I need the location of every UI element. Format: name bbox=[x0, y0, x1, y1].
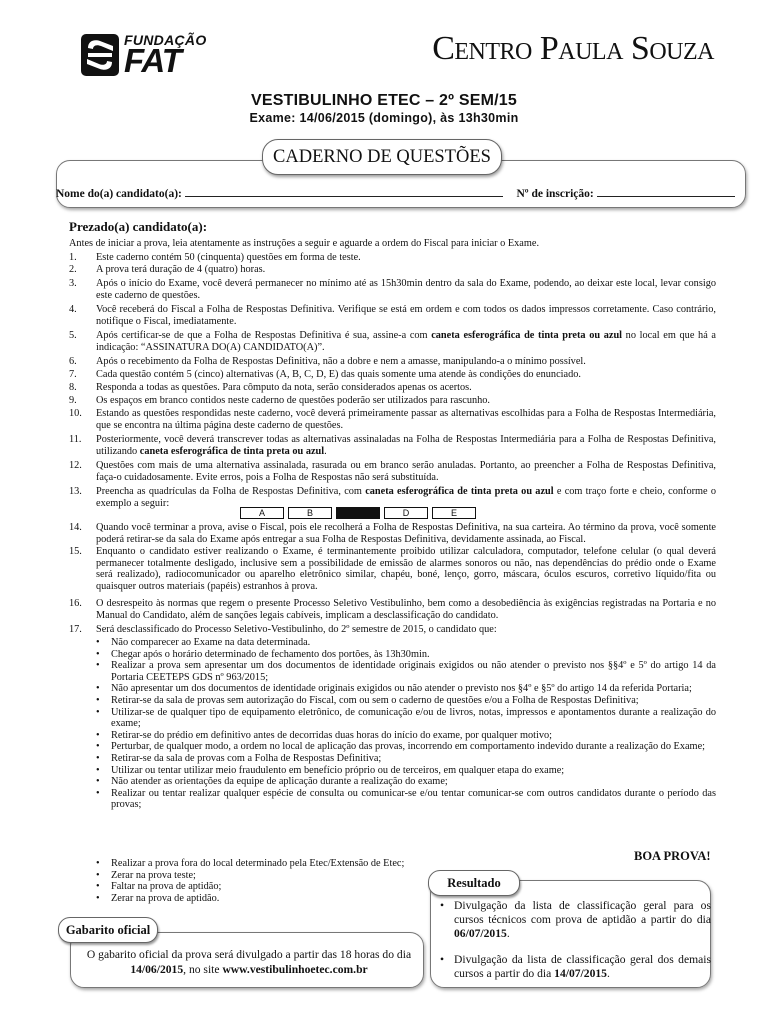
list-item: • Retirar-se da sala de provas sem autorização do Fiscal, com ou sem o caderno de questões e/ou a Folha de Respostas Definitiva; bbox=[96, 695, 716, 707]
resultado-item: • Divulgação da lista de classificação geral para os cursos técnicos com prova de aptidão a partir do dia 06/07/2015. bbox=[440, 899, 711, 940]
instruction-item: 9. Os espaços em branco contidos neste caderno de questões poderão ser utilizados para rascunho. bbox=[69, 395, 491, 406]
gabarito-tag: Gabarito oficial bbox=[58, 917, 158, 943]
instruction-item: 11. Posteriormente, você deverá transcrever todas as alternativas assinaladas na Folha de Respostas Intermediária para a Folha de Respostas Definitiva, utilizando caneta esferográfica de tinta preta ou azul. bbox=[69, 434, 716, 457]
fat-text: FAT bbox=[124, 42, 181, 79]
instruction-item: 13. Preencha as quadrículas da Folha de Respostas Definitiva, com caneta esferográfica de tinta preta ou azul e com traço forte e cheio, conforme o exemplo a seguir: bbox=[69, 486, 717, 509]
page-title: VESTIBULINHO ETEC – 2º SEM/15 bbox=[251, 92, 517, 109]
name-field[interactable] bbox=[185, 186, 503, 197]
caderno-tag: CADERNO DE QUESTÕES bbox=[262, 139, 502, 175]
list-item: • Realizar a prova sem apresentar um dos documentos de identidade originais exigidos ou não atender o previsto nos §§4º e 5º do artigo 14 da Portaria CEETEPS GDS nº 963/2015; bbox=[96, 660, 716, 683]
instruction-item: 2. A prova terá duração de 4 (quatro) horas. bbox=[69, 264, 266, 275]
instruction-item: 16. O desrespeito às normas que regem o presente Processo Seletivo Vestibulinho, bem como a desobediência às exigências registradas na Portaria e no Manual do Candidato, além de sanções legais cabíveis, implicam a desclassificação do candidato. bbox=[69, 598, 716, 621]
candidate-info-row bbox=[56, 186, 735, 200]
instruction-item: 8. Responda a todas as questões. Para cômputo da nota, serão considerados apenas os acertos. bbox=[69, 382, 472, 393]
fat-logo-icon bbox=[80, 32, 120, 78]
centro-paula-souza-logo: Centro Paula Souza bbox=[432, 30, 714, 67]
answer-box-a: A bbox=[240, 507, 284, 519]
instruction-item: 3. Após o início do Exame, você deverá permanecer no mínimo até as 15h30min dentro da sala do Exame, podendo, ao deixar este local, levar consigo este caderno de questões. bbox=[69, 278, 716, 301]
instruction-item: 17. Será desclassificado do Processo Seletivo-Vestibulinho, do 2º semestre de 2015, o candidato que: bbox=[69, 624, 497, 635]
list-item: • Zerar na prova teste; bbox=[96, 870, 436, 882]
list-item: • Não comparecer ao Exame na data determinada. bbox=[96, 637, 716, 649]
inscricao-label: Nº de inscrição: bbox=[516, 188, 594, 200]
instruction-item: 15. Enquanto o candidato estiver realizando o Exame, é terminantemente proibido utilizar calculadora, computador, telefone celular (o qual deverá permanecer totalmente desligado, inclusive sem a possibilidade de emissão de alarmes sonoros ou não, nas dependências do prédio onde o Exame será realizado), radiocomunicador ou aparelho eletrônico similar, chapéu, boné, lenço, gorro, máscara, óculos escuros, corretivo líquido/fita ou quaisquer outros materiais (papéis) estranhos à prova. bbox=[69, 546, 716, 592]
instruction-item: 6. Após o recebimento da Folha de Respostas Definitiva, não a dobre e nem a amasse, manipulando-a o mínimo possível. bbox=[69, 356, 586, 367]
instruction-item: 10. Estando as questões respondidas neste caderno, você deverá primeiramente passar as alternativas escolhidas para a Folha de Respostas Intermediária, que se encontra na última página deste caderno de questões. bbox=[69, 408, 716, 431]
list-item: • Não atender as orientações da equipe de aplicação durante a realização do exame; bbox=[96, 776, 716, 788]
answer-box-d: D bbox=[384, 507, 428, 519]
fundacao-text: FUNDAÇÃO bbox=[124, 32, 207, 48]
list-item: • Retirar-se do prédio em definitivo antes de decorridas duas horas do início do exame, por qualquer motivo; bbox=[96, 730, 716, 742]
instruction-item: 4. Você receberá do Fiscal a Folha de Respostas Definitiva. Verifique se está em ordem e com todos os dados impressos corretamente. Caso contrário, notifique o Fiscal, imediatamente. bbox=[69, 304, 716, 327]
instruction-item: 12. Questões com mais de uma alternativa assinalada, rasurada ou em branco serão anuladas. Portanto, ao preencher a Folha de Respostas Definitiva, faça-o cuidadosamente. Evite erros, pois a Folha de Respostas não será substituída. bbox=[69, 460, 716, 483]
list-item: • Realizar ou tentar realizar qualquer espécie de consulta ou comunicar-se e/ou tentar comunicar-se com outros candidatos durante o período das provas; bbox=[96, 788, 716, 811]
disqualification-list-cont bbox=[96, 858, 436, 904]
name-label: Nome do(a) candidato(a): bbox=[56, 188, 182, 200]
answer-box-filled bbox=[336, 507, 380, 519]
answer-box-e: E bbox=[432, 507, 476, 519]
exam-date: Exame: 14/06/2015 (domingo), às 13h30min bbox=[249, 111, 519, 125]
list-item: • Retirar-se da sala de provas com a Folha de Respostas Definitiva; bbox=[96, 753, 716, 765]
fundacao-fat-logo bbox=[80, 32, 225, 78]
list-item: • Não apresentar um dos documentos de identidade originais exigidos ou não atender o previsto nos §4º e §5º do artigo 14 da referida Portaria; bbox=[96, 683, 716, 695]
resultado-tag: Resultado bbox=[428, 870, 520, 896]
instruction-item: 5. Após certificar-se de que a Folha de Respostas Definitiva é sua, assine-a com caneta esferográfica de tinta preta ou azul no local em que há a indicação: “ASSINATURA DO(A) CANDIDATO(A)”. bbox=[69, 330, 716, 353]
disqualification-list bbox=[96, 637, 716, 811]
list-item: • Utilizar ou tentar utilizar meio fraudulento em benefício próprio ou de terceiros, em qualquer etapa do exame; bbox=[96, 765, 716, 777]
answer-box-b: B bbox=[288, 507, 332, 519]
instruction-item: 14. Quando você terminar a prova, avise o Fiscal, pois ele recolherá a Folha de Respostas Definitiva, na sua carteira. Ao término da prova, você somente poderá retirar-se da sala do Exame após entregar a sua Folha de Respostas Definitiva, devidamente assinada, ao Fiscal. bbox=[69, 522, 716, 545]
list-item: • Chegar após o horário determinado de fechamento dos portões, às 13h30min. bbox=[96, 649, 716, 661]
gabarito-text: O gabarito oficial da prova será divulgado a partir das 18 horas do dia 14/06/2015, no site www.vestibulinhoetec.com.br bbox=[86, 948, 412, 976]
instruction-item: 1. Este caderno contém 50 (cinquenta) questões em forma de teste. bbox=[69, 252, 361, 263]
list-item: • Utilizar-se de qualquer tipo de equipamento eletrônico, de comunicação e/ou de livros, notas, impressos e apontamentos durante a realização do exame; bbox=[96, 707, 716, 730]
list-item: • Realizar a prova fora do local determinado pela Etec/Extensão de Etec; bbox=[96, 858, 436, 870]
greeting: Prezado(a) candidato(a): bbox=[69, 219, 208, 234]
list-item: • Zerar na prova de aptidão. bbox=[96, 893, 436, 905]
list-item: • Perturbar, de qualquer modo, a ordem no local de aplicação das provas, incorrendo em comportamento indevido durante a realização do Exame; bbox=[96, 741, 716, 753]
instruction-item: 7. Cada questão contém 5 (cinco) alternativas (A, B, C, D, E) das quais somente uma atende às condições do enunciado. bbox=[69, 369, 581, 380]
inscricao-field[interactable] bbox=[597, 186, 735, 197]
resultado-item: • Divulgação da lista de classificação geral dos demais cursos a partir do dia 14/07/2015. bbox=[440, 953, 711, 981]
list-item: • Faltar na prova de aptidão; bbox=[96, 881, 436, 893]
boa-prova-text: BOA PROVA! bbox=[634, 849, 711, 863]
gabarito-site-link[interactable]: www.vestibulinhoetec.com.br bbox=[222, 962, 368, 976]
intro-text: Antes de iniciar a prova, leia atentamente as instruções a seguir e aguarde a ordem do Fiscal para iniciar o Exame. bbox=[69, 238, 540, 249]
